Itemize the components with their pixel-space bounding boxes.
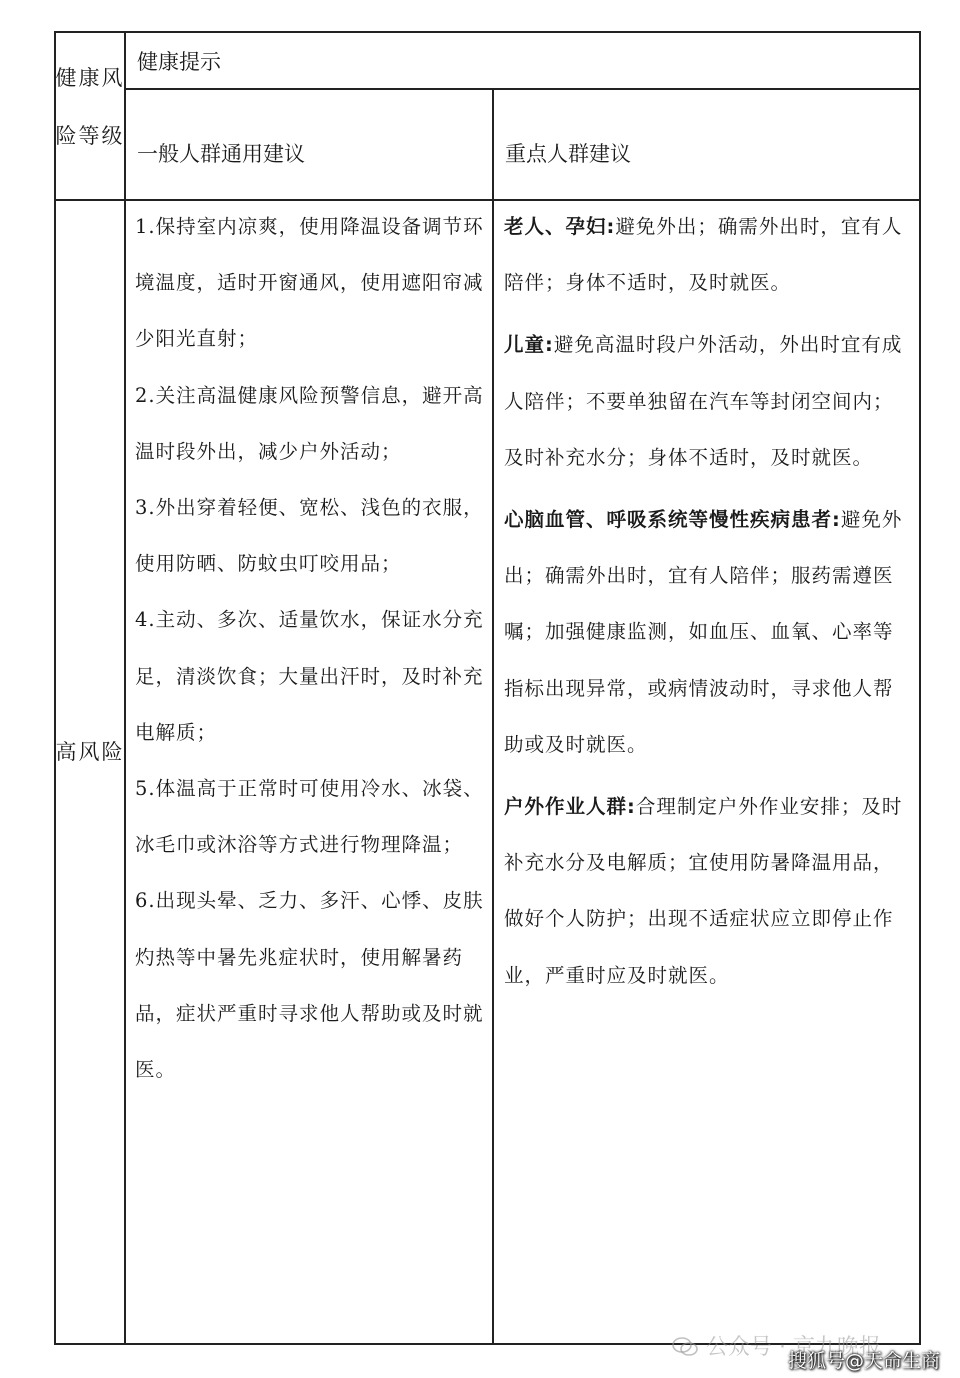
key-groups-advice-list xyxy=(504,199,912,1010)
header-risk-level: 健康风险等级 xyxy=(55,66,125,148)
key-group-label: 心脑血管、呼吸系统等慢性疾病患者: xyxy=(504,508,841,532)
key-group-children xyxy=(504,317,912,486)
header-health-tips: 健康提示 xyxy=(137,50,221,74)
key-group-chronic-patients xyxy=(504,492,912,773)
header-general-advice: 一般人群通用建议 xyxy=(137,142,305,166)
key-group-label: 户外作业人群: xyxy=(504,795,636,819)
wechat-icon xyxy=(672,1337,698,1357)
key-group-text: 避免外出；确需外出时，宜有人陪伴；身体不适时，及时就医。 xyxy=(504,215,903,295)
general-advice-item: 2.关注高温健康风险预警信息，避开高温时段外出，减少户外活动； xyxy=(135,383,484,463)
key-group-label: 老人、孕妇: xyxy=(504,215,616,238)
general-advice-list xyxy=(135,199,485,1098)
key-group-text: 避免高温时段户外活动，外出时宜有成人陪伴；不要单独留在汽车等封闭空间内；及时补充水分；身体不适时，及时就医。 xyxy=(504,333,903,469)
general-advice-item: 5.体温高于正常时可使用冷水、冰袋、冰毛巾或沐浴等方式进行物理降温； xyxy=(135,777,484,857)
key-group-text: 避免外出；确需外出时，宜有人陪伴；服药需遵医嘱；加强健康监测，如血压、血氧、心率等指标出现异常，或病情波动时，寻求他人帮助或及时就医。 xyxy=(504,508,903,756)
key-group-outdoor-workers xyxy=(504,779,912,1004)
general-advice-item: 1.保持室内凉爽，使用降温设备调节环境温度，适时开窗通风，使用遮阳帘减少阳光直射； xyxy=(135,215,484,351)
general-advice-item: 3.外出穿着轻便、宽松、浅色的衣服，使用防晒、防蚊虫叮咬用品； xyxy=(135,496,484,576)
general-advice-item: 6.出现头晕、乏力、多汗、心悸、皮肤灼热等中暑先兆症状时，使用解暑药品，症状严重时寻求他人帮助或及时就医。 xyxy=(135,889,484,1082)
general-advice-item: 4.主动、多次、适量饮水，保证水分充足，清淡饮食；大量出汗时，及时补充电解质； xyxy=(135,608,484,744)
key-group-elderly-pregnant xyxy=(504,199,912,311)
key-group-text: 合理制定户外作业安排；及时补充水分及电解质；宜使用防暑降温用品，做好个人防护；出现不适症状应立即停止作业，严重时应及时就医。 xyxy=(504,795,903,987)
sohu-watermark: 搜狐号@天命生商 xyxy=(787,1350,940,1372)
key-group-label: 儿童: xyxy=(504,333,554,357)
wechat-watermark-text: 公众号 · 京九晚报 xyxy=(706,1335,881,1360)
header-key-groups-advice: 重点人群建议 xyxy=(505,142,631,166)
risk-level-value: 高风险 xyxy=(55,740,125,764)
